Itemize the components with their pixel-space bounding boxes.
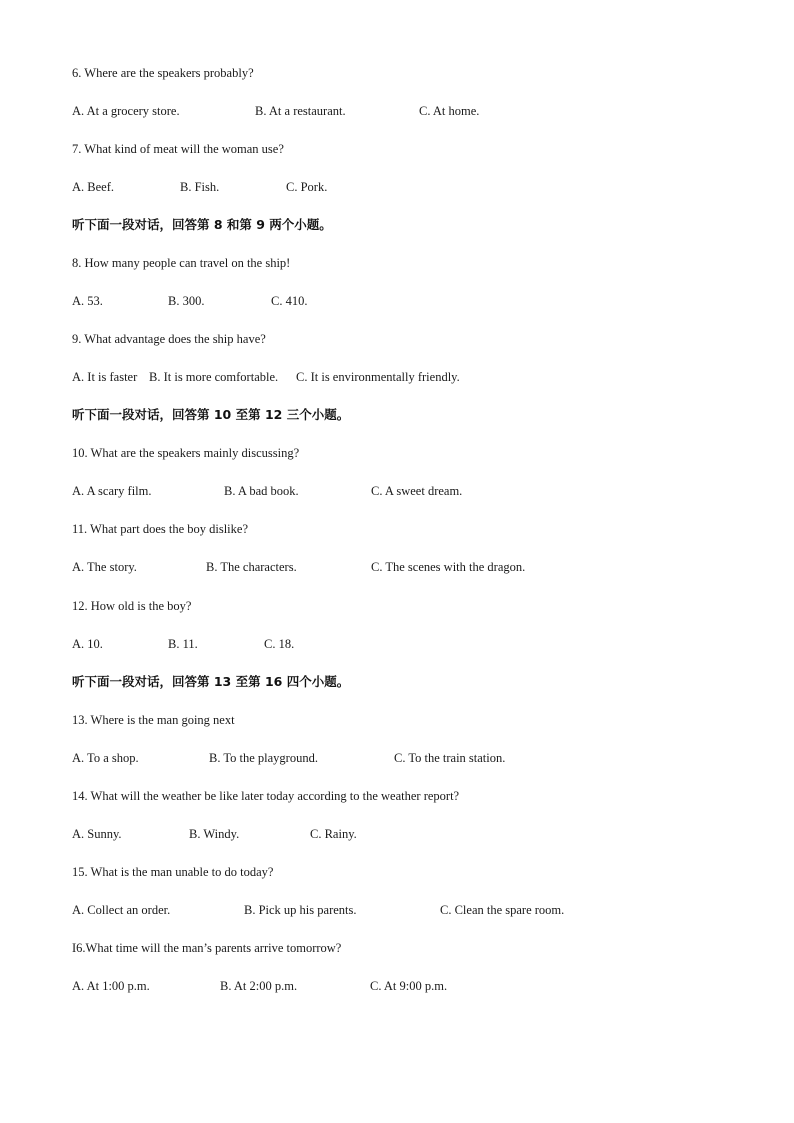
option-a: A. Collect an order. [72, 903, 171, 917]
option-c: C. The scenes with the dragon. [371, 560, 526, 574]
section-heading-13-16: 听下面一段对话，回答第 13 至第 16 四个小题。 [72, 674, 350, 689]
option-a: A. Sunny. [72, 827, 122, 841]
option-c: C. Rainy. [310, 827, 357, 841]
options-16 [72, 978, 448, 1058]
option-c: C. Pork. [286, 180, 328, 194]
option-c: C. At home. [419, 104, 480, 118]
question-12: 12. How old is the boy? [72, 599, 192, 613]
question-9: 9. What advantage does the ship have? [72, 332, 266, 346]
option-a: A. 10. [72, 637, 103, 651]
section-heading-8-9: 听下面一段对话，回答第 8 和第 9 两个小题。 [72, 217, 332, 232]
option-b: B. At a restaurant. [255, 104, 346, 118]
question-14: 14. What will the weather be like later today according to the weather report? [72, 789, 460, 803]
option-a: A. Beef. [72, 180, 114, 194]
option-b: B. 300. [168, 294, 205, 308]
option-b: B. A bad book. [224, 484, 299, 498]
option-b: B. Windy. [189, 827, 240, 841]
option-a: A. To a shop. [72, 751, 139, 765]
option-c: C. 18. [264, 637, 295, 651]
option-b: B. Pick up his parents. [244, 903, 357, 917]
option-c: C. A sweet dream. [371, 484, 463, 498]
question-16: I6.What time will the man’s parents arrive tomorrow? [72, 941, 342, 955]
option-b: B. 11. [168, 637, 198, 651]
option-a: A. A scary film. [72, 484, 152, 498]
section-heading-10-12: 听下面一段对话，回答第 10 至第 12 三个小题。 [72, 407, 350, 422]
question-6: 6. Where are the speakers probably? [72, 66, 254, 80]
option-b: B. The characters. [206, 560, 297, 574]
question-10: 10. What are the speakers mainly discussing? [72, 446, 300, 460]
option-a: A. It is faster [72, 370, 138, 384]
question-11: 11. What part does the boy dislike? [72, 522, 249, 536]
option-a: A. At 1:00 p.m. [72, 979, 150, 993]
option-c: C. 410. [271, 294, 308, 308]
option-c: C. At 9:00 p.m. [370, 979, 448, 993]
question-15: 15. What is the man unable to do today? [72, 865, 274, 879]
option-b: B. To the playground. [209, 751, 318, 765]
option-c: C. Clean the spare room. [440, 903, 565, 917]
question-7: 7. What kind of meat will the woman use? [72, 142, 284, 156]
option-b: B. At 2:00 p.m. [220, 979, 298, 993]
option-b: B. Fish. [180, 180, 220, 194]
option-c: C. It is environmentally friendly. [296, 370, 460, 384]
option-a: A. 53. [72, 294, 103, 308]
question-8: 8. How many people can travel on the ship! [72, 256, 291, 270]
option-b: B. It is more comfortable. [149, 370, 279, 384]
option-c: C. To the train station. [394, 751, 506, 765]
option-a: A. The story. [72, 560, 137, 574]
option-a: A. At a grocery store. [72, 104, 180, 118]
question-13: 13. Where is the man going next [72, 713, 235, 727]
